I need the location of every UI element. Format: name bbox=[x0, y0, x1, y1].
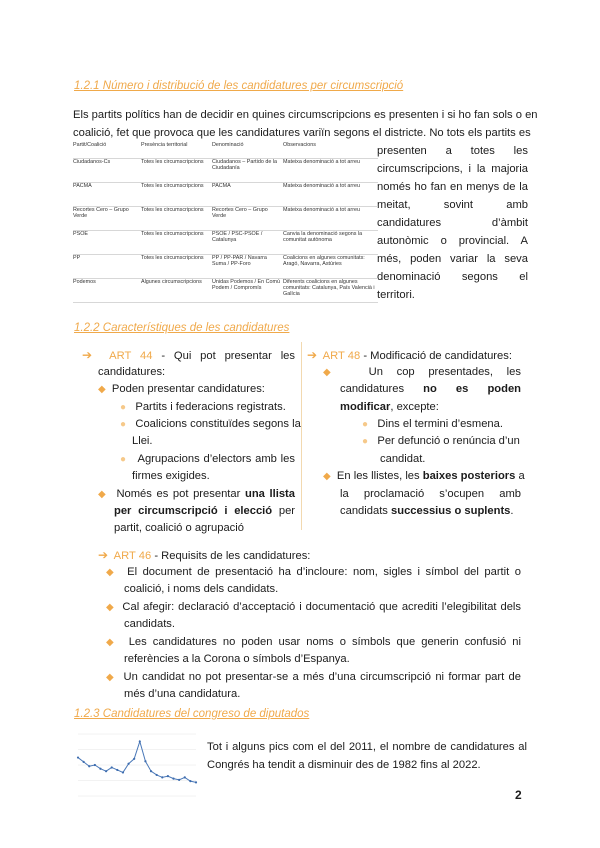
table-cell: Totes les circumscripcions bbox=[141, 231, 212, 255]
diamond-bullet-icon: ◆ bbox=[106, 672, 115, 683]
chart-point bbox=[105, 770, 107, 772]
table-cell: PP bbox=[73, 255, 141, 279]
chart-point bbox=[77, 756, 79, 758]
art48-bullet-1-text: Un cop presentades, les bbox=[368, 366, 521, 378]
art48-bullet-1-line-3 bbox=[340, 399, 439, 416]
intro-right-2: circumscripcions, i la majoria bbox=[377, 163, 528, 175]
circle-bullet-icon: ● bbox=[120, 454, 127, 465]
section-heading-1-2-1: 1.2.1 Número i distribució de les candidatures per circumscripció bbox=[74, 80, 404, 92]
art44-sub-3-text: Agrupacions d’electors amb les bbox=[137, 453, 295, 465]
page-number: 2 bbox=[515, 788, 522, 802]
art46-bullet-3-text: Les candidatures no poden usar noms o símbols que generin confusió ni bbox=[128, 636, 521, 648]
table-cell: Mateixa denominació a tot arreu bbox=[283, 159, 378, 183]
art48-bullet-2-pre-3: candidats bbox=[340, 505, 388, 517]
intro-right-7: més, poden variar la seva bbox=[377, 253, 528, 265]
chart-point bbox=[94, 764, 96, 766]
art48-bullet-2-line-2: la proclamació s’ocupen amb bbox=[340, 488, 521, 500]
table-cell: PSOE bbox=[73, 231, 141, 255]
final-line-1: Tot i alguns pics com el del 2011, el nombre de candidatures al bbox=[207, 741, 527, 753]
art46-bullet-2-cont: candidats. bbox=[124, 618, 175, 630]
art48-bullet-2-post: a bbox=[518, 470, 525, 482]
art44-sub-2 bbox=[120, 416, 301, 434]
chart-point bbox=[167, 775, 169, 777]
art44-sub-3 bbox=[120, 451, 295, 469]
table-cell: Canvia la denominació segons la comunitat autònoma bbox=[283, 231, 378, 255]
diamond-bullet-icon: ◆ bbox=[323, 471, 331, 482]
art48-bullet-1-bold-2: modificar bbox=[340, 401, 391, 413]
table-cell: Recortes Cero – Grupo Verde bbox=[73, 207, 141, 231]
diamond-bullet-icon: ◆ bbox=[106, 602, 115, 613]
diamond-bullet-icon: ◆ bbox=[98, 384, 106, 395]
table-header-cell: Observacions bbox=[283, 142, 378, 159]
table-cell: PP / PP-PAR / Navarra Suma / PP-Foro bbox=[212, 255, 283, 279]
table-cell: PACMA bbox=[73, 183, 141, 207]
chart-point bbox=[189, 780, 191, 782]
chart-point bbox=[83, 761, 85, 763]
art46-title: - Requisits de les candidatures: bbox=[154, 550, 311, 562]
intro-right-9: territori. bbox=[377, 289, 415, 301]
art46-bullet-1-cont: coalició, i noms dels candidats. bbox=[124, 583, 279, 595]
art44-sub-1-text: Partits i federacions registrats. bbox=[135, 401, 286, 413]
table-row bbox=[73, 207, 378, 231]
art46-bullet-2 bbox=[106, 599, 521, 617]
table-cell: Unidas Podemos / En Comú Podem / Compromís bbox=[212, 279, 283, 303]
diamond-bullet-icon: ◆ bbox=[106, 567, 117, 578]
art48-bullet-2-pre: En les llistes, les bbox=[336, 470, 420, 482]
table-row bbox=[73, 231, 378, 255]
art44-bullet-1-text: Poden presentar candidatures: bbox=[111, 383, 265, 395]
intro-line-2: coalició, fet que provoca que les candidatures variïn segons el districte. No tots els partits es bbox=[73, 127, 531, 139]
art48-bullet-1-bold: no es poden bbox=[423, 383, 521, 395]
art44-bullet-1 bbox=[98, 381, 265, 399]
art48-bullet-2-post-3: . bbox=[510, 505, 514, 517]
chart-point bbox=[99, 768, 101, 770]
table-cell: Podemos bbox=[73, 279, 141, 303]
art44-title-cont: candidatures: bbox=[98, 366, 166, 378]
art48-bullet-1-post: , excepte: bbox=[390, 401, 439, 413]
chart-point bbox=[184, 776, 186, 778]
arrow-right-icon: ➔ bbox=[98, 548, 109, 562]
art48-sub-2-cont: candidat. bbox=[380, 453, 426, 465]
section-heading-1-2-3: 1.2.3 Candidatures del congreso de diputados bbox=[74, 708, 310, 720]
intro-right-4: meitat, sovint amb bbox=[377, 199, 528, 211]
art48-label: ART 48 bbox=[322, 350, 361, 362]
table-row bbox=[73, 183, 378, 207]
table-row bbox=[73, 159, 378, 183]
section-heading-1-2-2: 1.2.2 Característiques de les candidatures bbox=[74, 322, 290, 334]
arrow-right-icon: ➔ bbox=[82, 348, 93, 362]
chart-point bbox=[195, 781, 197, 783]
column-divider bbox=[301, 342, 302, 530]
table-cell: Coalicions en algunes comunitats: Aragó, Navarra, Astúries bbox=[283, 255, 378, 279]
chart-point bbox=[127, 763, 129, 765]
table-cell: Totes les circumscripcions bbox=[141, 207, 212, 231]
art46-bullet-1-text: El document de presentació ha d’incloure: nom, sigles i símbol del partit o bbox=[127, 566, 521, 578]
chart-point bbox=[150, 770, 152, 772]
art44-bullet-2-line-3: partit, coalició o agrupació bbox=[114, 522, 244, 534]
intro-line-1: Els partits polítics han de decidir en quines circumscripcions es presenten i si ho fan sols o en bbox=[73, 109, 538, 121]
chart-point bbox=[144, 760, 146, 762]
table-cell: Mateixa denominació a tot arreu bbox=[283, 183, 378, 207]
art46-bullet-4 bbox=[106, 669, 521, 687]
art44-bullet-2-bold: una llista bbox=[244, 488, 295, 500]
diamond-bullet-icon: ◆ bbox=[98, 489, 108, 500]
intro-right-6: autonòmic o provincial. A bbox=[377, 235, 528, 247]
art44-bullet-2-bold-2: per circumscripció i elecció bbox=[114, 505, 273, 517]
chart-point bbox=[178, 779, 180, 781]
intro-right-8: denominació segons el bbox=[377, 271, 528, 283]
art46-bullet-2-text: Cal afegir: declaració d’acceptació i documentació que acrediti l’elegibilitat dels bbox=[122, 601, 521, 613]
intro-right-3: només ho fan en menys de la bbox=[377, 181, 528, 193]
diamond-bullet-icon: ◆ bbox=[106, 637, 117, 648]
art48-sub-2-text: Per defunció o renúncia d’un bbox=[377, 435, 520, 447]
chart-point bbox=[122, 771, 124, 773]
table-cell: Mateixa denominació a tot arreu bbox=[283, 207, 378, 231]
art46-label: ART 46 bbox=[113, 550, 152, 562]
art44-sub-2-cont: Llei. bbox=[132, 435, 153, 447]
art48-sub-2 bbox=[362, 433, 520, 451]
art44-label: ART 44 bbox=[109, 350, 153, 362]
chart-point bbox=[111, 766, 113, 768]
art48-title: - Modificació de candidatures: bbox=[363, 350, 512, 362]
chart-point bbox=[161, 776, 163, 778]
table-row bbox=[73, 255, 378, 279]
art44-title: - Qui pot presentar les bbox=[161, 350, 295, 362]
chart-point bbox=[139, 740, 141, 742]
table-cell: Recortes Cero – Grupo Verde bbox=[212, 207, 283, 231]
table-cell: Ciudadanos – Partido de la Ciudadanía bbox=[212, 159, 283, 183]
art48-sub-1-text: Dins el termini d’esmena. bbox=[377, 418, 503, 430]
table-cell: PACMA bbox=[212, 183, 283, 207]
table-cell: Totes les circumscripcions bbox=[141, 255, 212, 279]
table-header-cell: Presència territorial bbox=[141, 142, 212, 159]
art44-bullet-2-post: per bbox=[278, 505, 296, 517]
art48-sub-1 bbox=[362, 416, 503, 434]
chart-point bbox=[156, 774, 158, 776]
chart-point bbox=[133, 758, 135, 760]
candidatures-line-chart bbox=[70, 728, 202, 804]
art48-bullet-2-line-3 bbox=[340, 503, 514, 520]
table-cell: PSOE / PSC-PSOE / Catalunya bbox=[212, 231, 283, 255]
art44-bullet-2-text: Només es pot presentar bbox=[116, 488, 241, 500]
art48-bullet-2 bbox=[323, 468, 525, 486]
table-header-cell: Partit/Coalició bbox=[73, 142, 141, 159]
art48-bullet-2-bold-3: successius o suplents bbox=[391, 505, 511, 517]
candidatures-table bbox=[73, 142, 378, 303]
art48-bullet-1 bbox=[323, 364, 521, 382]
art46-bullet-4-cont: més d’una candidatura. bbox=[124, 688, 241, 700]
art48-bullet-2-bold: baixes posteriors bbox=[422, 470, 516, 482]
art44-title-line bbox=[82, 347, 295, 365]
art44-sub-1 bbox=[120, 399, 286, 417]
chart-point bbox=[116, 769, 118, 771]
diamond-bullet-icon: ◆ bbox=[323, 367, 342, 378]
circle-bullet-icon: ● bbox=[120, 402, 127, 413]
art48-bullet-1-pre: candidatures bbox=[340, 383, 405, 395]
table-cell: Algunes circumscripcions bbox=[141, 279, 212, 303]
chart-point bbox=[88, 765, 90, 767]
art48-title-line bbox=[307, 347, 512, 365]
table-cell: Totes les circumscripcions bbox=[141, 183, 212, 207]
table-cell: Ciudadanos-Cs bbox=[73, 159, 141, 183]
chart-point bbox=[172, 778, 174, 780]
art44-bullet-2-line-2 bbox=[114, 503, 295, 520]
table-cell: Totes les circumscripcions bbox=[141, 159, 212, 183]
circle-bullet-icon: ● bbox=[362, 436, 369, 447]
table-cell: Diferents coalicions en algunes comunitats: Catalunya, País Valencià i Galícia bbox=[283, 279, 378, 303]
intro-right-5: candidatures d’àmbit bbox=[377, 217, 528, 229]
final-line-2: Congrés ha tendit a disminuir des de 1982 fins al 2022. bbox=[207, 759, 481, 771]
art46-bullet-3 bbox=[106, 634, 521, 652]
table-header-cell: Denominació bbox=[212, 142, 283, 159]
table-header-row bbox=[73, 142, 378, 159]
art44-sub-2-text: Coalicions constituïdes segons la bbox=[135, 418, 301, 430]
circle-bullet-icon: ● bbox=[362, 419, 369, 430]
art46-bullet-4-text: Un candidat no pot presentar-se a més d’una circumscripció ni formar part de bbox=[123, 671, 521, 683]
art46-title-line bbox=[98, 547, 310, 565]
intro-right-1: presenten a totes les bbox=[377, 145, 528, 157]
table-row bbox=[73, 279, 378, 303]
art46-bullet-3-cont: referències a la Corona o símbols d’Espanya. bbox=[124, 653, 350, 665]
art44-sub-3-cont: firmes exigides. bbox=[132, 470, 210, 482]
art48-bullet-1-line-2 bbox=[340, 381, 521, 398]
arrow-right-icon: ➔ bbox=[307, 348, 318, 362]
art44-bullet-2 bbox=[98, 486, 295, 504]
circle-bullet-icon: ● bbox=[120, 419, 127, 430]
art46-bullet-1 bbox=[106, 564, 521, 582]
